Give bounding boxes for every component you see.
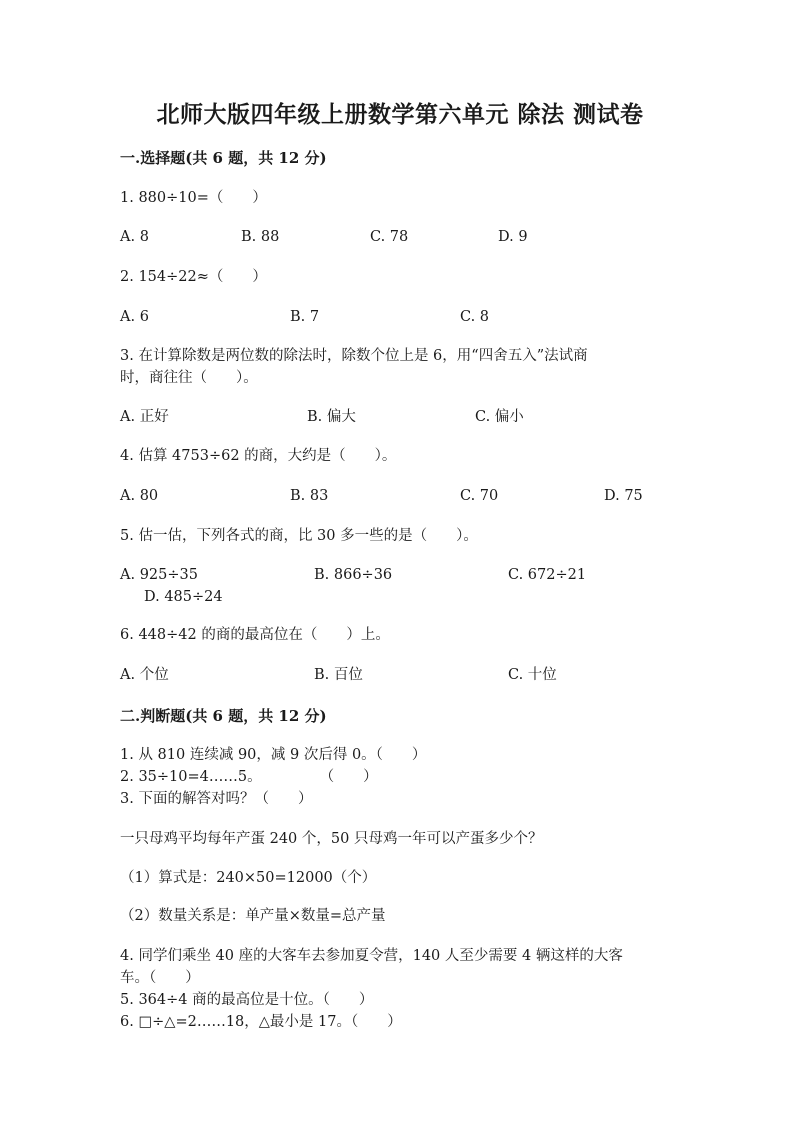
question-stem: 6. 448÷42 的商的最高位在（ ）上。: [120, 627, 390, 643]
option-c: C. 偏小: [475, 409, 524, 425]
judge-item-detail: （2）数量关系是：单产量×数量=总产量: [120, 908, 386, 924]
option-b: B. 7: [290, 309, 320, 325]
option-b: B. 百位: [314, 667, 363, 683]
option-a: A. 6: [120, 309, 149, 325]
option-b: B. 866÷36: [314, 567, 393, 583]
option-d: D. 485÷24: [144, 589, 223, 605]
judge-item-detail: （1）算式是：240×50=12000（个）: [120, 870, 377, 886]
option-a: A. 80: [120, 488, 159, 504]
option-b: B. 偏大: [307, 409, 356, 425]
question-stem-line: 时，商往往（ ）。: [120, 370, 258, 386]
judge-item: 车。（ ）: [120, 970, 200, 986]
page-title: 北师大版四年级上册数学第六单元 除法 测试卷: [156, 101, 644, 128]
option-a: A. 8: [120, 229, 149, 245]
question-stem: 5. 估一估，下列各式的商，比 30 多一些的是（ ）。: [120, 528, 478, 544]
question-stem: 4. 估算 4753÷62 的商，大约是（ ）。: [120, 448, 397, 464]
judge-item: 5. 364÷4 商的最高位是十位。（ ）: [120, 992, 374, 1008]
question-stem: 1. 880÷10=（ ）: [120, 190, 267, 206]
question-stem: 2. 154÷22≈（ ）: [120, 269, 267, 285]
option-b: B. 83: [290, 488, 329, 504]
judge-item: 1. 从 810 连续减 90，减 9 次后得 0。（ ）: [120, 747, 427, 763]
judge-item: 3. 下面的解答对吗？（ ）: [120, 791, 313, 807]
option-c: C. 70: [460, 488, 499, 504]
option-c: C. 78: [370, 229, 409, 245]
option-a: A. 个位: [120, 667, 169, 683]
judge-item-detail: 一只母鸡平均每年产蛋 240 个，50 只母鸡一年可以产蛋多少个？: [120, 831, 543, 847]
section-heading-choice: 一.选择题(共 6 题，共 12 分): [120, 149, 327, 167]
judge-item: 4. 同学们乘坐 40 座的大客车去参加夏令营，140 人至少需要 4 辆这样的大客: [120, 948, 623, 964]
judge-item: 6. □÷△=2……18，△最小是 17。（ ）: [120, 1014, 402, 1030]
option-d: D. 75: [604, 488, 643, 504]
question-stem-line: 3. 在计算除数是两位数的除法时，除数个位上是 6，用“四舍五入”法试商: [120, 348, 588, 364]
option-c: C. 8: [460, 309, 490, 325]
judge-item: 2. 35÷10=4……5。 （ ）: [120, 769, 378, 785]
option-a: A. 925÷35: [120, 567, 198, 583]
section-heading-judge: 二.判断题(共 6 题，共 12 分): [120, 707, 327, 725]
option-c: C. 十位: [508, 667, 557, 683]
option-c: C. 672÷21: [508, 567, 587, 583]
option-a: A. 正好: [120, 409, 169, 425]
option-b: B. 88: [241, 229, 280, 245]
option-d: D. 9: [498, 229, 528, 245]
